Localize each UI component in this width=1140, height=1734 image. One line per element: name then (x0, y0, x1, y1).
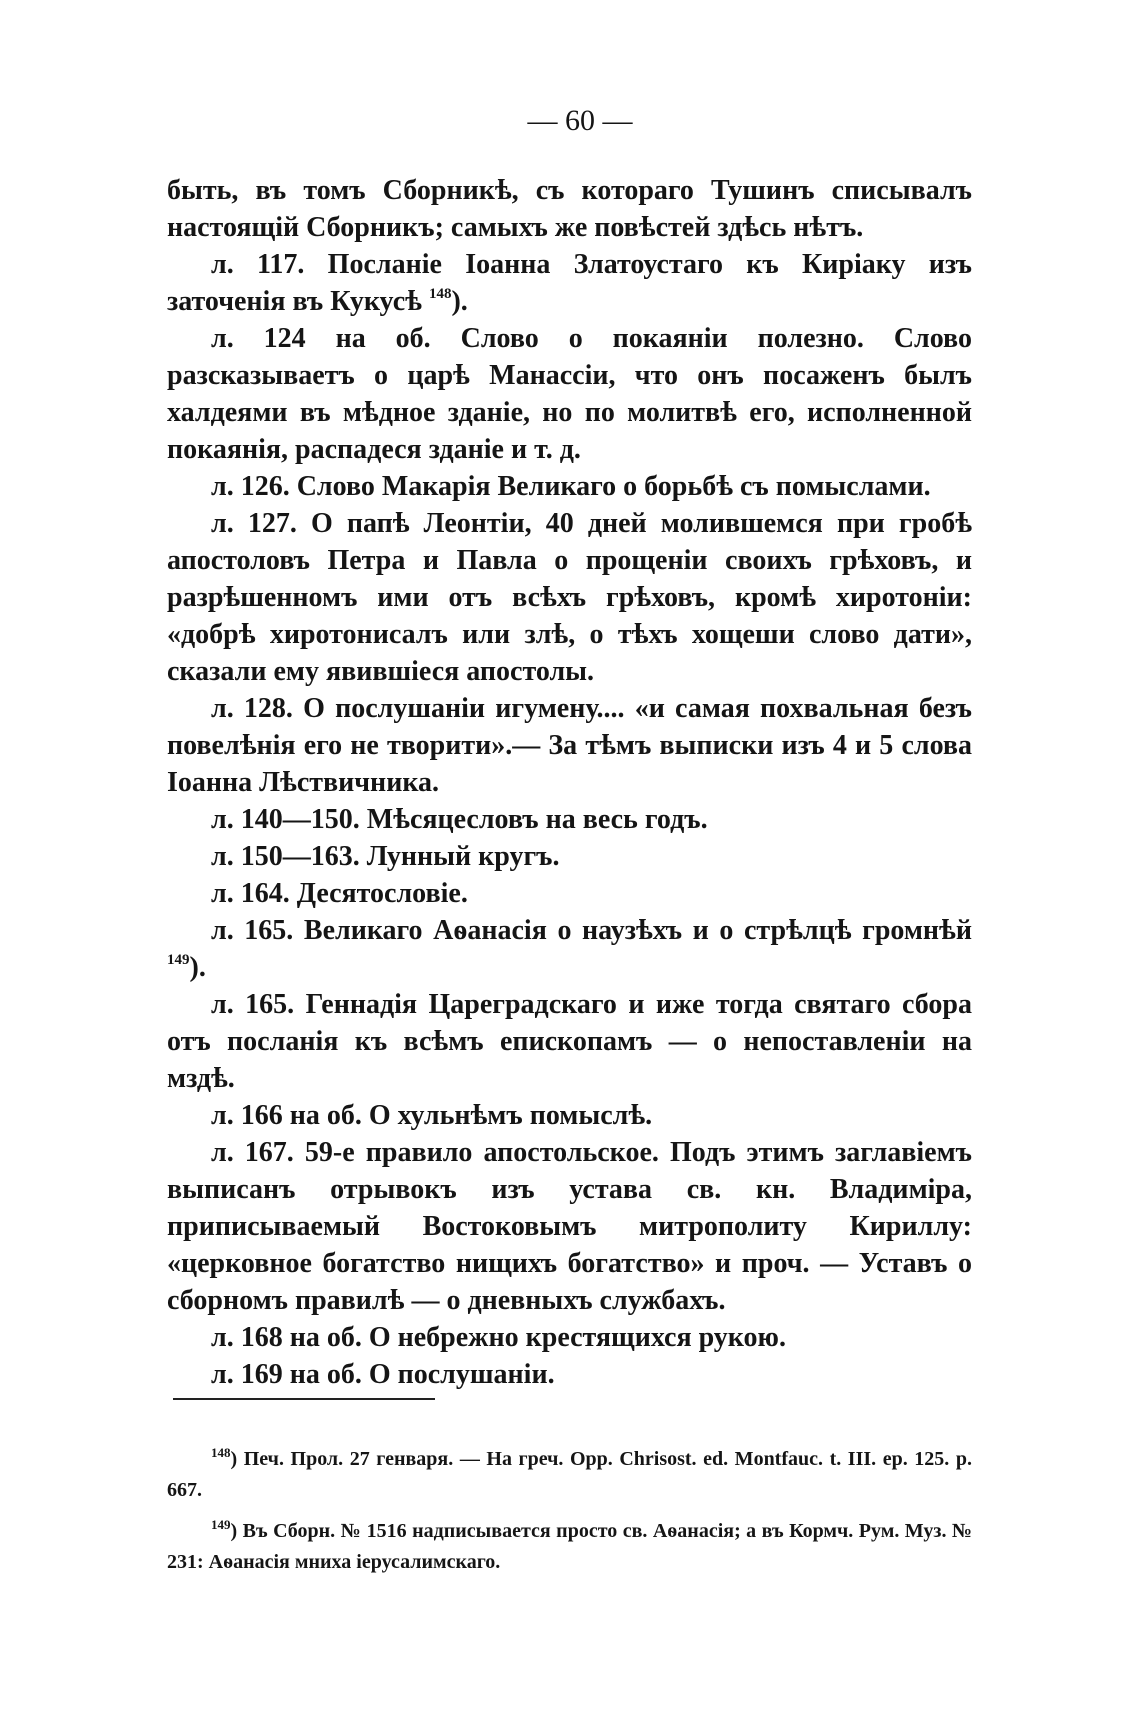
entry-text-end: ). (451, 286, 468, 317)
entry-l169: л. 169 на об. О послушаніи. (211, 1359, 555, 1390)
entry-text: л. 117. Посланіе Іоанна Златоустаго къ Киріаку изъ заточенія въ Кукусѣ (167, 249, 972, 317)
footnote-text: ) Въ Сборн. № 1516 надписывается просто св. Аѳанасія; а въ Кормч. Рум. Муз. № 231: Аѳанасія мниха іерусалимскаго. (167, 1520, 972, 1573)
footnote-ref-148[interactable]: 148 (428, 286, 452, 302)
page-number: — 60 — (527, 104, 633, 137)
footnote-148 (167, 1444, 972, 1506)
entry-l165-athanasius (167, 912, 972, 986)
footnote-number: 148 (211, 1445, 231, 1460)
footnote-number: 149 (211, 1517, 231, 1532)
entry-l117 (167, 246, 972, 320)
main-text (167, 172, 972, 1393)
footnotes (167, 1444, 972, 1588)
entry-l140: л. 140—150. Мѣсяцесловъ на весь годъ. (211, 804, 708, 835)
entry-l150: л. 150—163. Лунный кругъ. (211, 841, 560, 872)
entry-l168: л. 168 на об. О небрежно крестящихся рукою. (211, 1322, 786, 1353)
footnote-ref-149[interactable]: 149 (167, 952, 190, 968)
entry-l164: л. 164. Десятословіе. (211, 878, 468, 909)
footnote-text: ) Печ. Прол. 27 генваря. — На греч. Opp. Chrisost. ed. Montfauc. t. III. ep. 125. p. 667. (167, 1448, 972, 1501)
entry-l128: л. 128. О послушаніи игумену.... «и самая похвальная безъ повелѣнія его не творити».— За тѣмъ выписки изъ 4 и 5 слова Іоанна Лѣствичника. (167, 693, 972, 798)
entry-l165-gennadius: л. 165. Геннадія Цареградскаго и иже тогда святаго сбора отъ посланія къ всѣмъ епископамъ — о непоставленіи на мздѣ. (167, 989, 972, 1094)
entry-l166: л. 166 на об. О хульнѣмъ помыслѣ. (211, 1100, 653, 1131)
entry-l127: л. 127. О папѣ Леонтіи, 40 дней молившемся при гробѣ апостоловъ Петра и Павла о прощеніи своихъ грѣховъ, и разрѣшенномъ ими отъ всѣхъ грѣховъ, кромѣ хиротоніи: «добрѣ хиротонисалъ или злѣ, о тѣхъ хощеши слово дати», сказали ему явившіеся апостолы. (167, 508, 972, 687)
entry-l167: л. 167. 59-е правило апостольское. Подъ этимъ заглавіемъ выписанъ отрывокъ изъ устава св. кн. Владиміра, приписываемый Востоковымъ митрополиту Кириллу: «церковное богатство нищихъ богатство» и проч. — Уставъ о сборномъ правилѣ — о дневныхъ службахъ. (167, 1137, 972, 1316)
footnote-149 (167, 1516, 972, 1578)
paragraph-continuation: быть, въ томъ Сборникѣ, съ котораго Тушинъ списывалъ настоящій Сборникъ; самыхъ же повѣстей здѣсь нѣтъ. (167, 175, 972, 243)
footnote-separator (173, 1398, 435, 1400)
entry-text: л. 165. Великаго Аѳанасія о наузѣхъ и о стрѣлцѣ громнѣй (211, 915, 972, 946)
entry-text-end: ). (189, 952, 206, 983)
entry-l126: л. 126. Слово Макарія Великаго о борьбѣ съ помыслами. (211, 471, 931, 502)
entry-l124: л. 124 на об. Слово о покаяніи полезно. Слово разсказываетъ о царѣ Манассіи, что онъ посаженъ былъ халдеями въ мѣдное зданіе, но по молитвѣ его, исполненной покаянія, распадеся зданіе и т. д. (167, 323, 972, 465)
